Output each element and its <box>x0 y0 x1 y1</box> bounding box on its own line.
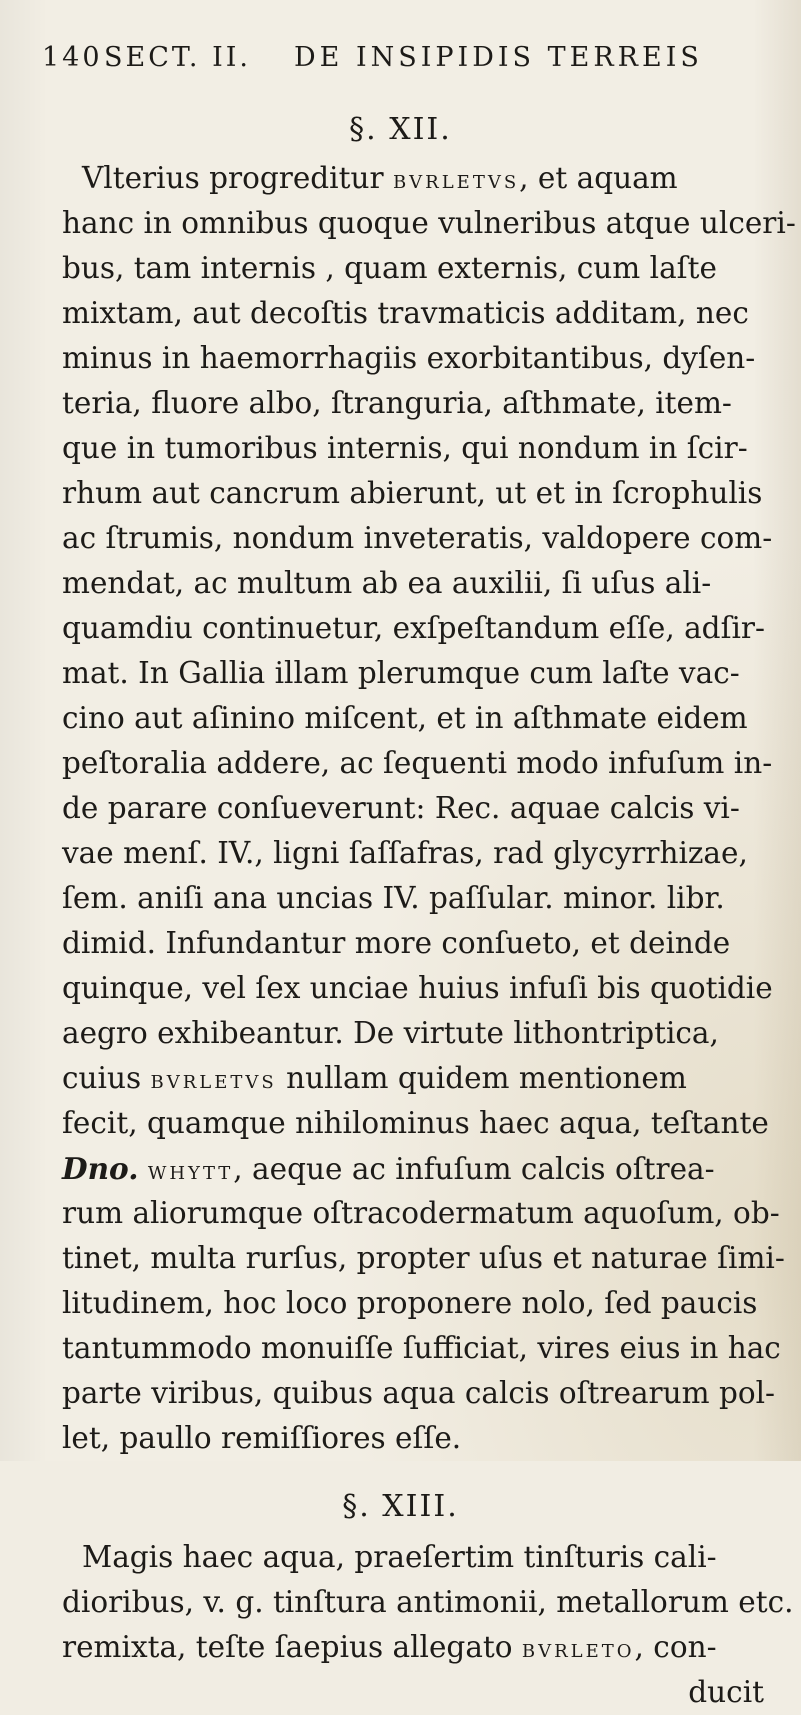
text-line <box>62 741 773 786</box>
text-line <box>62 921 768 966</box>
running-title: DE INSIPIDIS TERREIS <box>294 42 703 73</box>
text-run: hanc in omnibus quoque vulneribus atque ulceri- <box>62 206 796 240</box>
section-13-heading: §. XIII. <box>342 1489 459 1524</box>
text-line <box>62 966 773 1011</box>
text-run: aegro exhibeantur. De virtute lithontriptica, <box>62 1016 719 1050</box>
text-line <box>62 561 768 606</box>
title-abbrev: Dno. <box>62 1151 139 1186</box>
text-line <box>62 696 768 741</box>
text-line <box>62 1281 768 1326</box>
author-name: bvrletvs <box>392 165 520 195</box>
text-run: cino aut aſinino miſcent, et in aſthmate eidem <box>62 701 748 735</box>
text-run <box>138 1152 147 1186</box>
text-run: nullam quidem mentionem <box>276 1061 687 1095</box>
text-line <box>62 1056 768 1101</box>
text-line <box>62 1236 785 1281</box>
text-run: de parare conſueverunt: Rec. aquae calcis vi- <box>62 791 740 825</box>
text-run: vae menſ. IV., ligni ſaſſafras, rad glycyrrhizae, <box>62 836 748 870</box>
text-line <box>62 1011 768 1056</box>
text-run: let, paullo remiſſiores eſſe. <box>62 1421 462 1455</box>
text-run: rum aliorumque oſtracodermatum aquoſum, ob- <box>62 1196 780 1230</box>
text-line <box>62 1580 794 1625</box>
text-line <box>62 831 768 876</box>
section-13-body <box>62 1535 794 1715</box>
text-run: ac ſtrumis, nondum inveteratis, valdopere com- <box>62 521 773 555</box>
text-run: parte viribus, quibus aqua calcis oſtrearum pol- <box>62 1376 776 1410</box>
text-run: , et aquam <box>519 161 678 195</box>
text-line <box>62 651 768 696</box>
text-line <box>62 156 768 201</box>
text-run: quinque, vel ſex unciae huius infuſi bis quotidie <box>62 971 773 1005</box>
text-run: Magis haec aqua, praeſertim tinſturis cali- <box>82 1540 717 1574</box>
text-line <box>62 201 796 246</box>
text-run: mendat, ac multum ab ea auxilii, ſi uſus ali- <box>62 566 712 600</box>
text-line <box>62 1101 768 1146</box>
text-line <box>62 336 768 381</box>
text-run: peſtoralia addere, ac ſequenti modo infuſum in- <box>62 746 773 780</box>
page-number: 140 <box>42 42 103 73</box>
text-run: minus in haemorrhagiis exorbitantibus, dyſen- <box>62 341 756 375</box>
text-run: mixtam, aut decoſtis travmaticis additam, nec <box>62 296 749 330</box>
text-run: cuius <box>62 1061 151 1095</box>
text-line <box>62 426 768 471</box>
text-run: tinet, multa rurſus, propter uſus et naturae ſimi- <box>62 1241 785 1275</box>
text-line <box>62 1371 776 1416</box>
author-name: bvrleto <box>521 1634 635 1664</box>
text-line <box>62 1535 768 1580</box>
text-line <box>62 876 768 921</box>
text-line <box>62 1625 768 1670</box>
text-line <box>62 246 768 291</box>
text-run: remixta, teſte ſaepius allegato <box>62 1630 522 1664</box>
text-run: dioribus, v. g. tinſtura antimonii, metallorum etc. <box>62 1585 794 1619</box>
author-name: whytt <box>147 1156 234 1186</box>
section-label: SECT. II. <box>104 42 251 73</box>
section-12-heading: §. XII. <box>349 112 452 147</box>
text-run: dimid. Infundantur more conſueto, et deinde <box>62 926 731 960</box>
running-header <box>42 42 762 82</box>
text-run: mat. In Gallia illam plerumque cum laſte vac- <box>62 656 740 690</box>
text-line <box>62 1416 768 1461</box>
text-line <box>62 786 768 831</box>
text-run: quamdiu continuetur, exſpeſtandum eſſe, adſir- <box>62 611 765 645</box>
text-line <box>62 1146 768 1191</box>
text-line <box>62 606 768 651</box>
text-run: bus, tam internis , quam externis, cum laſte <box>62 251 717 285</box>
text-run: ſem. aniſi ana uncias IV. paſſular. minor. libr. <box>62 881 725 915</box>
text-run: tantummodo monuiſſe ſufficiat, vires eius in hac <box>62 1331 781 1365</box>
text-run: fecit, quamque nihilominus haec aqua, teſtante <box>62 1106 769 1140</box>
text-line <box>62 291 768 336</box>
text-line <box>62 381 768 426</box>
text-line <box>62 1670 768 1715</box>
text-run: , aeque ac infuſum calcis oſtrea- <box>233 1152 715 1186</box>
text-run: Vlterius progreditur <box>82 161 393 195</box>
text-run: que in tumoribus internis, qui nondum in ſcir- <box>62 431 748 465</box>
author-name: bvrletvs <box>150 1065 277 1095</box>
text-run: litudinem, hoc loco proponere nolo, ſed paucis <box>62 1286 758 1320</box>
text-line <box>62 1326 781 1371</box>
text-line <box>62 1191 780 1236</box>
text-run: rhum aut cancrum abierunt, ut et in ſcrophulis <box>62 476 763 510</box>
text-run: teria, fluore albo, ſtranguria, aſthmate, item- <box>62 386 732 420</box>
text-run: , con- <box>634 1630 717 1664</box>
text-run: ducit <box>688 1675 764 1709</box>
text-line <box>62 516 773 561</box>
section-12-body <box>62 156 796 1461</box>
text-line <box>62 471 768 516</box>
